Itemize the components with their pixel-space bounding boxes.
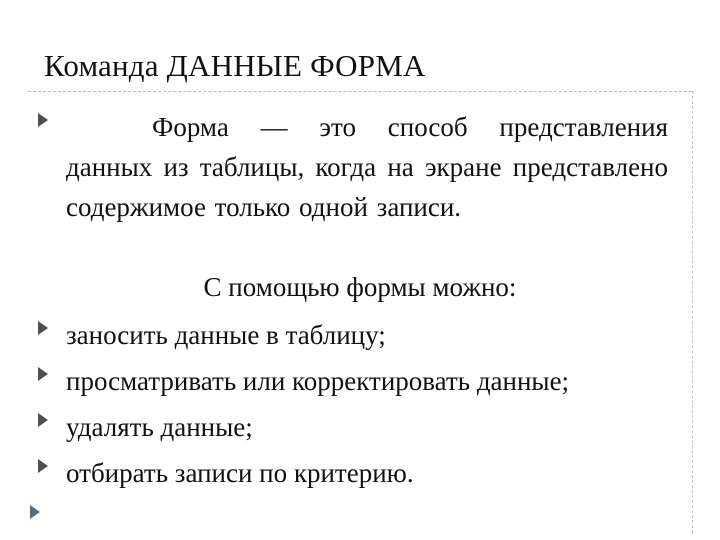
list-item: отбирать записи по критерию. [66,458,414,488]
intro-line: С помощью формы можно: [203,272,517,302]
list-item: просматривать или корректировать данные; [66,366,570,396]
bullet-arrow-icon [38,459,48,473]
slide-title: Команда ДАННЫЕ ФОРМА [44,48,426,83]
list-item: заносить данные в таблицу; [66,320,386,350]
bullet-arrow-icon [38,321,48,335]
bullet-arrow-icon [38,413,48,427]
list-item: удалять данные; [66,412,253,442]
empty-bullet-arrow-icon [30,505,40,519]
definition-paragraph: Форма — это способ представления данных из таблицы, когда на экране представлено содержимое только одной записи. [66,112,668,222]
bullet-arrow-icon [38,367,48,381]
bullet-arrow-icon [38,113,48,127]
